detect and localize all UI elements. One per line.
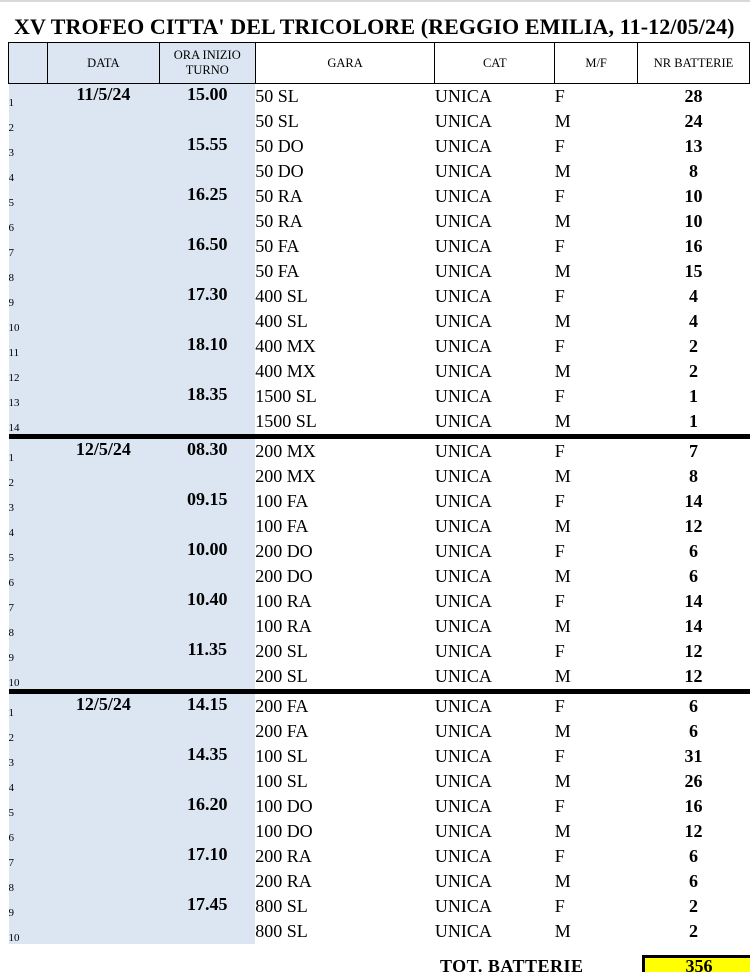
row-nr: 6 — [638, 692, 750, 720]
row-date: 12/5/24 — [47, 437, 159, 465]
row-number: 5 — [9, 539, 48, 564]
row-gara: 400 MX — [255, 361, 316, 381]
header-cat: CAT — [435, 43, 555, 84]
row-time — [159, 614, 255, 639]
row-date — [47, 744, 159, 769]
header-gara: GARA — [255, 43, 435, 84]
row-number: 1 — [9, 692, 48, 720]
row-number: 9 — [9, 894, 48, 919]
table-row — [9, 614, 750, 639]
row-date: 11/5/24 — [47, 84, 159, 110]
row-date — [47, 614, 159, 639]
row-cat: UNICA — [434, 566, 492, 586]
row-time: 15.00 — [159, 84, 255, 110]
row-cat: UNICA — [434, 411, 492, 431]
row-date — [47, 589, 159, 614]
table-row — [9, 284, 750, 309]
row-number: 8 — [9, 869, 48, 894]
header-row — [9, 43, 750, 84]
row-nr: 12 — [684, 821, 703, 841]
table-row — [9, 184, 750, 209]
row-time — [159, 209, 255, 234]
row-date — [47, 564, 159, 589]
row-mf: F — [554, 796, 565, 816]
row-date — [47, 719, 159, 744]
row-mf: F — [554, 896, 565, 916]
row-cat: UNICA — [434, 361, 492, 381]
row-time: 10.00 — [159, 539, 255, 564]
table-row — [9, 919, 750, 944]
row-number: 8 — [9, 259, 48, 284]
row-time: 18.10 — [159, 334, 255, 359]
row-nr: 12 — [684, 516, 703, 536]
row-gara: 100 FA — [255, 491, 309, 511]
header-ora-line1: ORA INIZIO — [173, 48, 241, 62]
table-row — [9, 589, 750, 614]
row-cat: UNICA — [434, 541, 492, 561]
table-row — [9, 259, 750, 284]
row-mf: F — [554, 591, 565, 611]
row-mf: M — [554, 871, 571, 891]
row-number: 3 — [9, 489, 48, 514]
row-cat: UNICA — [434, 161, 492, 181]
row-gara: 100 RA — [255, 591, 312, 611]
row-time — [159, 664, 255, 692]
row-gara: 50 FA — [255, 236, 300, 256]
row-nr: 8 — [689, 466, 699, 486]
row-mf: F — [554, 236, 565, 256]
row-date — [47, 794, 159, 819]
row-cat: UNICA — [434, 466, 492, 486]
row-cat: UNICA — [434, 491, 492, 511]
totals-value-box — [642, 955, 750, 972]
table-row — [9, 84, 750, 110]
row-nr: 2 — [689, 336, 699, 356]
row-cat: UNICA — [434, 86, 492, 106]
row-cat: UNICA — [434, 111, 492, 131]
row-date — [47, 309, 159, 334]
row-date — [47, 514, 159, 539]
row-mf: F — [554, 491, 565, 511]
row-nr: 28 — [684, 86, 703, 106]
table-row — [9, 109, 750, 134]
row-time: 16.20 — [159, 794, 255, 819]
row-gara: 400 SL — [255, 311, 308, 331]
row-gara: 200 MX — [255, 437, 435, 465]
row-nr: 16 — [684, 796, 703, 816]
row-mf: F — [554, 386, 565, 406]
row-time — [159, 109, 255, 134]
row-cat: UNICA — [434, 796, 492, 816]
row-time — [159, 869, 255, 894]
row-number: 9 — [9, 284, 48, 309]
row-number: 4 — [9, 514, 48, 539]
row-mf: F — [554, 86, 565, 106]
table-row — [9, 539, 750, 564]
row-time: 10.40 — [159, 589, 255, 614]
row-number: 7 — [9, 234, 48, 259]
row-gara: 50 RA — [255, 186, 303, 206]
row-cat: UNICA — [434, 896, 492, 916]
table-row — [9, 359, 750, 384]
row-mf: M — [554, 821, 571, 841]
row-gara: 50 FA — [255, 261, 300, 281]
row-number: 2 — [9, 109, 48, 134]
row-cat: UNICA — [435, 437, 555, 465]
row-date — [47, 844, 159, 869]
table-row — [9, 464, 750, 489]
row-nr: 6 — [689, 721, 699, 741]
row-time — [159, 309, 255, 334]
row-nr: 13 — [684, 136, 703, 156]
row-date — [47, 489, 159, 514]
row-time — [159, 769, 255, 794]
row-number: 7 — [9, 844, 48, 869]
row-mf: F — [554, 641, 565, 661]
table-row — [9, 692, 750, 720]
row-time — [159, 514, 255, 539]
row-cat: UNICA — [434, 821, 492, 841]
row-number: 6 — [9, 819, 48, 844]
row-mf: M — [554, 921, 571, 941]
schedule-table — [8, 42, 750, 944]
row-nr: 14 — [684, 491, 703, 511]
row-mf: F — [554, 746, 565, 766]
header-data: DATA — [47, 43, 159, 84]
table-row — [9, 409, 750, 437]
header-num — [9, 43, 48, 84]
row-number: 5 — [9, 184, 48, 209]
row-number: 13 — [9, 384, 48, 409]
row-nr: 12 — [684, 641, 703, 661]
schedule-body — [9, 84, 750, 945]
header-ora — [159, 43, 255, 84]
row-cat: UNICA — [434, 746, 492, 766]
totals-label: TOT. BATTERIE — [440, 956, 584, 976]
row-time — [159, 819, 255, 844]
row-nr: 26 — [684, 771, 703, 791]
row-number: 3 — [9, 134, 48, 159]
row-nr: 12 — [684, 666, 703, 686]
row-gara: 50 SL — [255, 86, 299, 106]
row-time: 17.30 — [159, 284, 255, 309]
row-date — [47, 539, 159, 564]
row-nr: 6 — [689, 846, 699, 866]
row-cat: UNICA — [434, 136, 492, 156]
row-cat: UNICA — [434, 236, 492, 256]
row-mf: M — [554, 721, 571, 741]
row-date — [47, 869, 159, 894]
row-date — [47, 409, 159, 437]
table-row — [9, 437, 750, 465]
row-cat: UNICA — [434, 516, 492, 536]
row-nr: 15 — [684, 261, 703, 281]
row-gara: 100 DO — [255, 821, 313, 841]
row-time: 11.35 — [159, 639, 255, 664]
row-date — [47, 209, 159, 234]
row-cat: UNICA — [434, 286, 492, 306]
row-cat: UNICA — [434, 871, 492, 891]
row-number: 5 — [9, 794, 48, 819]
table-row — [9, 894, 750, 919]
row-cat: UNICA — [434, 721, 492, 741]
row-gara: 200 RA — [255, 871, 312, 891]
row-date — [47, 819, 159, 844]
row-gara: 1500 SL — [255, 411, 317, 431]
row-cat: UNICA — [434, 591, 492, 611]
row-time — [159, 564, 255, 589]
table-row — [9, 744, 750, 769]
row-time — [159, 409, 255, 437]
row-mf: F — [554, 186, 565, 206]
row-gara: 800 SL — [255, 921, 308, 941]
row-mf: M — [554, 466, 571, 486]
totals-value: 356 — [685, 956, 713, 972]
row-cat: UNICA — [434, 771, 492, 791]
table-row — [9, 794, 750, 819]
row-mf: M — [554, 311, 571, 331]
table-row — [9, 819, 750, 844]
row-number: 11 — [9, 334, 48, 359]
row-time — [159, 359, 255, 384]
row-date — [47, 259, 159, 284]
table-row — [9, 134, 750, 159]
row-number: 6 — [9, 564, 48, 589]
row-cat: UNICA — [434, 186, 492, 206]
row-number: 8 — [9, 614, 48, 639]
row-number: 2 — [9, 464, 48, 489]
table-row — [9, 234, 750, 259]
row-date — [47, 134, 159, 159]
header-ora-line2: TURNO — [185, 63, 229, 77]
row-nr: 16 — [684, 236, 703, 256]
row-number: 12 — [9, 359, 48, 384]
row-time: 17.45 — [159, 894, 255, 919]
row-time: 15.55 — [159, 134, 255, 159]
row-cat: UNICA — [434, 846, 492, 866]
table-row — [9, 564, 750, 589]
row-nr: 8 — [689, 161, 699, 181]
row-date — [47, 894, 159, 919]
row-cat: UNICA — [434, 641, 492, 661]
header-mf: M/F — [555, 43, 638, 84]
row-date — [47, 184, 159, 209]
row-nr: 7 — [638, 437, 750, 465]
row-number: 2 — [9, 719, 48, 744]
row-gara: 100 FA — [255, 516, 309, 536]
row-date — [47, 359, 159, 384]
row-gara: 200 MX — [255, 466, 316, 486]
row-mf: M — [554, 361, 571, 381]
row-gara: 50 RA — [255, 211, 303, 231]
row-gara: 1500 SL — [255, 386, 317, 406]
row-time — [159, 259, 255, 284]
row-number: 10 — [9, 309, 48, 334]
row-gara: 400 SL — [255, 286, 308, 306]
row-nr: 4 — [689, 286, 699, 306]
row-mf: M — [554, 771, 571, 791]
table-row — [9, 719, 750, 744]
row-cat: UNICA — [434, 386, 492, 406]
row-mf: M — [554, 411, 571, 431]
row-gara: 400 MX — [255, 336, 316, 356]
row-nr: 4 — [689, 311, 699, 331]
row-nr: 10 — [684, 211, 703, 231]
row-nr: 1 — [689, 411, 699, 431]
row-time — [159, 464, 255, 489]
row-gara: 100 SL — [255, 771, 308, 791]
row-nr: 2 — [689, 921, 699, 941]
row-time: 14.15 — [159, 692, 255, 720]
row-time: 08.30 — [159, 437, 255, 465]
row-number: 14 — [9, 409, 48, 437]
row-cat: UNICA — [434, 666, 492, 686]
row-gara: 100 DO — [255, 796, 313, 816]
row-nr: 6 — [689, 871, 699, 891]
row-mf: F — [555, 692, 638, 720]
row-mf: M — [554, 666, 571, 686]
row-date — [47, 464, 159, 489]
row-gara: 100 SL — [255, 746, 308, 766]
row-number: 4 — [9, 159, 48, 184]
row-date — [47, 639, 159, 664]
row-gara: 200 RA — [255, 846, 312, 866]
table-row — [9, 869, 750, 894]
row-gara: 50 DO — [255, 136, 304, 156]
table-row — [9, 384, 750, 409]
table-row — [9, 514, 750, 539]
row-gara: 100 RA — [255, 616, 312, 636]
row-date: 12/5/24 — [47, 692, 159, 720]
row-nr: 6 — [689, 566, 699, 586]
row-number: 1 — [9, 437, 48, 465]
table-row — [9, 664, 750, 692]
row-gara: 200 SL — [255, 641, 308, 661]
row-time: 14.35 — [159, 744, 255, 769]
row-cat: UNICA — [435, 692, 555, 720]
row-mf: F — [554, 846, 565, 866]
row-date — [47, 384, 159, 409]
row-nr: 2 — [689, 361, 699, 381]
row-nr: 2 — [689, 896, 699, 916]
row-nr: 10 — [684, 186, 703, 206]
table-row — [9, 334, 750, 359]
row-time — [159, 919, 255, 944]
table-row — [9, 209, 750, 234]
row-mf: M — [554, 261, 571, 281]
row-gara: 200 DO — [255, 566, 313, 586]
row-mf: F — [554, 541, 565, 561]
row-mf: M — [554, 111, 571, 131]
row-time — [159, 719, 255, 744]
page-title: XV TROFEO CITTA' DEL TRICOLORE (REGGIO EMILIA, 11-12/05/24) — [14, 14, 735, 39]
row-date — [47, 769, 159, 794]
row-cat: UNICA — [434, 921, 492, 941]
row-nr: 31 — [684, 746, 703, 766]
row-date — [47, 664, 159, 692]
row-nr: 14 — [684, 616, 703, 636]
row-date — [47, 919, 159, 944]
row-mf: F — [554, 136, 565, 156]
table-row — [9, 159, 750, 184]
row-mf: M — [554, 616, 571, 636]
row-nr: 14 — [684, 591, 703, 611]
row-mf: M — [554, 211, 571, 231]
row-number: 1 — [9, 84, 48, 110]
row-time: 18.35 — [159, 384, 255, 409]
row-date — [47, 284, 159, 309]
row-cat: UNICA — [434, 311, 492, 331]
row-gara: 200 FA — [255, 692, 435, 720]
row-gara: 200 DO — [255, 541, 313, 561]
row-time: 16.50 — [159, 234, 255, 259]
table-row — [9, 489, 750, 514]
row-mf: F — [555, 437, 638, 465]
row-nr: 6 — [689, 541, 699, 561]
row-date — [47, 234, 159, 259]
row-cat: UNICA — [434, 261, 492, 281]
row-number: 7 — [9, 589, 48, 614]
row-mf: M — [554, 566, 571, 586]
row-gara: 200 FA — [255, 721, 309, 741]
top-divider — [0, 0, 750, 2]
table-row — [9, 769, 750, 794]
row-gara: 800 SL — [255, 896, 308, 916]
row-nr: 24 — [684, 111, 703, 131]
row-number: 4 — [9, 769, 48, 794]
row-number: 10 — [9, 919, 48, 944]
row-cat: UNICA — [434, 336, 492, 356]
row-mf: F — [554, 336, 565, 356]
row-gara: 50 DO — [255, 161, 304, 181]
row-date — [47, 334, 159, 359]
row-gara: 50 SL — [255, 111, 299, 131]
row-number: 9 — [9, 639, 48, 664]
row-number: 10 — [9, 664, 48, 692]
table-row — [9, 639, 750, 664]
table-row — [9, 309, 750, 334]
row-time: 09.15 — [159, 489, 255, 514]
header-nr: NR BATTERIE — [638, 43, 750, 84]
row-mf: M — [554, 516, 571, 536]
row-nr: 1 — [689, 386, 699, 406]
row-time — [159, 159, 255, 184]
row-number: 3 — [9, 744, 48, 769]
row-cat: UNICA — [434, 211, 492, 231]
row-cat: UNICA — [434, 616, 492, 636]
row-gara: 200 SL — [255, 666, 308, 686]
row-mf: F — [554, 286, 565, 306]
row-mf: M — [554, 161, 571, 181]
table-row — [9, 844, 750, 869]
row-time: 16.25 — [159, 184, 255, 209]
row-time: 17.10 — [159, 844, 255, 869]
row-number: 6 — [9, 209, 48, 234]
row-date — [47, 109, 159, 134]
row-date — [47, 159, 159, 184]
